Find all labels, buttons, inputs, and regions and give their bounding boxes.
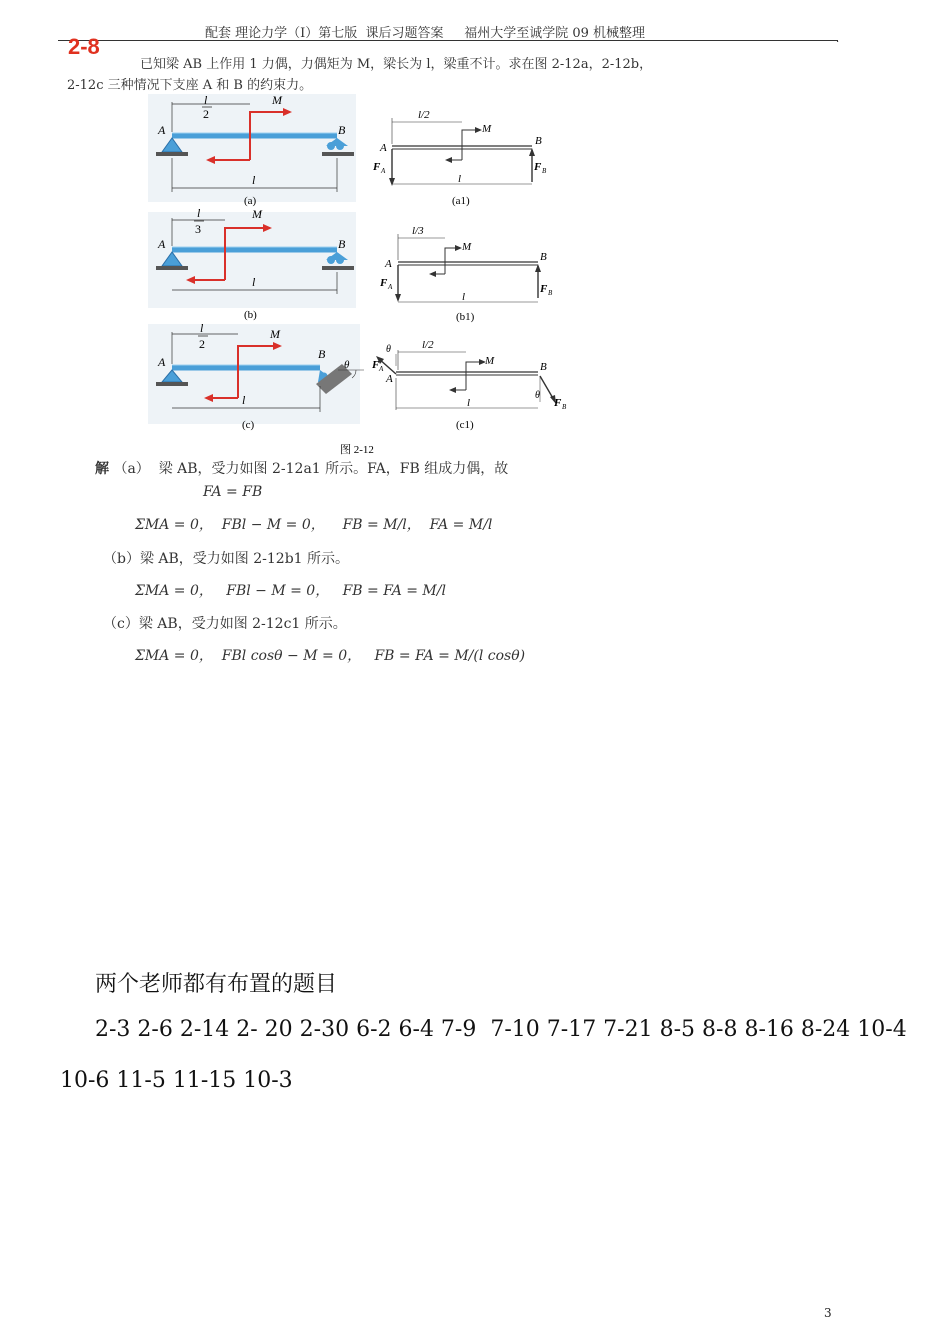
svg-text:l: l (252, 275, 256, 289)
svg-text:l: l (200, 321, 204, 335)
svg-text:F: F (373, 161, 381, 173)
svg-text:l: l (467, 397, 471, 409)
svg-text:(a): (a) (244, 195, 257, 207)
svg-text:(b): (b) (244, 309, 257, 321)
svg-text:B: B (338, 123, 346, 137)
solution-a-eq2: ΣMA = 0， FBl − M = 0， FB = M/l， FA = M/l (135, 517, 493, 533)
header-rule (58, 40, 838, 41)
solution-c-intro: （c）梁 AB，受力如图 2-12c1 所示。 (103, 616, 347, 632)
figure-2-12 (140, 88, 580, 458)
notes-line2: 10-6 11-5 11-15 10-3 (60, 1068, 293, 1093)
figure-b (148, 206, 356, 321)
svg-text:F: F (554, 397, 562, 409)
notes-heading: 两个老师都有布置的题目 (95, 972, 338, 997)
svg-text:A: A (381, 167, 386, 175)
svg-text:A: A (158, 123, 166, 137)
solution-label: 解 (95, 461, 109, 477)
svg-text:A: A (385, 258, 392, 270)
svg-text:l: l (462, 291, 466, 303)
svg-text:M: M (485, 355, 495, 367)
svg-text:F: F (540, 283, 548, 295)
svg-text:A: A (386, 373, 393, 385)
svg-text:M: M (272, 93, 282, 107)
svg-text:A: A (388, 283, 393, 291)
problem-text-line1: 已知梁 AB 上作用 1 力偶，力偶矩为 M，梁长为 l，梁重不计。求在图 2-12a，2-12b， (140, 57, 653, 72)
solution-a-intro: 解 （a） 梁 AB，受力如图 2-12a1 所示。FA，FB 组成力偶，故 (95, 461, 509, 477)
svg-text:θ: θ (344, 359, 350, 371)
svg-text:l: l (252, 173, 256, 187)
svg-text:3: 3 (195, 222, 201, 236)
svg-text:(a1): (a1) (452, 195, 470, 207)
svg-text:l/3: l/3 (412, 225, 424, 237)
svg-text:2: 2 (199, 337, 205, 351)
figure-a (148, 93, 356, 207)
svg-text:l/2: l/2 (418, 109, 430, 121)
svg-text:F: F (534, 161, 542, 173)
figure-caption: 图 2-12 (340, 444, 374, 456)
solution-a-eq1: FA = FB (203, 484, 263, 500)
frac-numerator: l (204, 93, 208, 107)
svg-text:l: l (458, 173, 462, 185)
page-number: 3 (824, 1306, 832, 1320)
svg-text:θ: θ (535, 390, 540, 401)
svg-text:l: l (242, 393, 246, 407)
svg-text:F: F (380, 277, 388, 289)
figure-a1 (372, 109, 547, 207)
svg-text:F: F (372, 359, 380, 371)
svg-text:B: B (540, 361, 547, 373)
svg-text:M: M (482, 123, 492, 135)
svg-text:B: B (318, 347, 326, 361)
figure-c (148, 321, 364, 431)
solution-c-eq: ΣMA = 0， FBl cosθ − M = 0， FB = FA = M/(l cosθ) (135, 648, 526, 664)
svg-text:B: B (562, 403, 567, 411)
notes-line1: 2-3 2-6 2-14 2- 20 2-30 6-2 6-4 7-9 7-10 7-17 7-21 8-5 8-8 8-16 8-24 10-4 (95, 1017, 907, 1042)
svg-text:l/2: l/2 (422, 339, 434, 351)
svg-text:A: A (380, 142, 387, 154)
svg-text:(c1): (c1) (456, 419, 474, 431)
figure-c1 (371, 339, 567, 431)
svg-text:2: 2 (203, 107, 209, 121)
svg-text:M: M (270, 327, 280, 341)
svg-text:A: A (379, 365, 384, 373)
problem-number: 2-8 (68, 34, 100, 59)
svg-text:B: B (535, 135, 542, 147)
header-mark: . (836, 34, 840, 45)
svg-text:B: B (548, 289, 553, 297)
page-header: 配套 理论力学（I）第七版 课后习题答案 福州大学至诚学院 09 机械整理 (205, 26, 646, 41)
svg-text:A: A (158, 237, 166, 251)
svg-text:A: A (158, 355, 166, 369)
svg-text:B: B (540, 251, 547, 263)
solution-b-eq: ΣMA = 0， FBl − M = 0， FB = FA = M/l (135, 583, 446, 599)
figure-b1 (379, 225, 553, 323)
svg-text:(c): (c) (242, 419, 255, 431)
svg-text:M: M (252, 207, 262, 221)
svg-text:l: l (197, 206, 201, 220)
svg-text:(b1): (b1) (456, 311, 475, 323)
svg-text:θ: θ (386, 344, 391, 355)
problem-text-line2: 2-12c 三种情况下支座 A 和 B 的约束力。 (67, 78, 313, 93)
svg-text:B: B (338, 237, 346, 251)
svg-text:B: B (542, 167, 547, 175)
solution-b-intro: （b）梁 AB，受力如图 2-12b1 所示。 (103, 551, 350, 567)
svg-text:M: M (462, 241, 472, 253)
